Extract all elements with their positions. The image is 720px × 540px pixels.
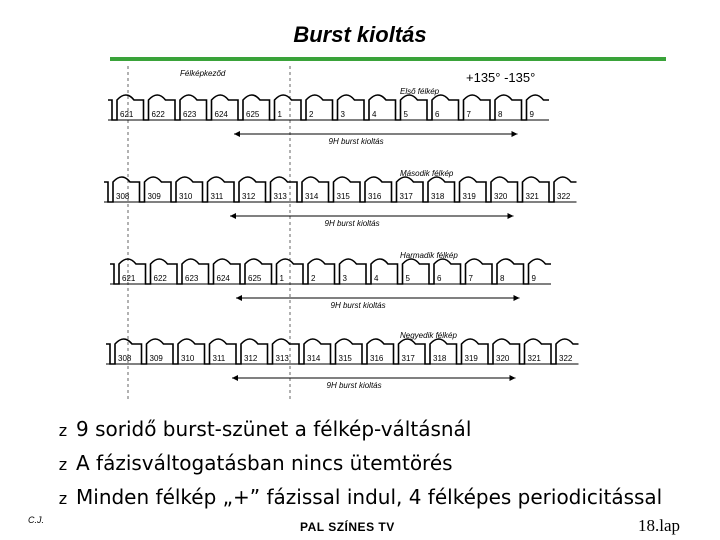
line-number-label: 310 xyxy=(181,354,195,363)
line-number-label: 311 xyxy=(210,192,224,201)
line-number-label: 312 xyxy=(244,354,258,363)
line-number-label: 308 xyxy=(118,354,132,363)
field-label: Harmadik félkép xyxy=(400,251,458,260)
slide-title: Burst kioltás xyxy=(293,22,427,47)
line-number-label: 8 xyxy=(498,110,503,119)
line-number-label: 6 xyxy=(435,110,440,119)
line-number-label: 312 xyxy=(242,192,256,201)
field-waveform xyxy=(110,259,551,284)
burst-blanking-label: 9H burst kioltás xyxy=(328,137,384,146)
line-number-label: 318 xyxy=(431,192,445,201)
timing-diagram-svg xyxy=(100,62,620,404)
line-number-label: 1 xyxy=(277,110,282,119)
bullet-item xyxy=(56,480,706,514)
line-number-label: 322 xyxy=(557,192,571,201)
line-number-label: 4 xyxy=(372,110,377,119)
line-number-label: 622 xyxy=(151,110,165,119)
page-number: 18.lap xyxy=(637,516,680,535)
line-number-label: 317 xyxy=(399,192,413,201)
line-number-label: 625 xyxy=(248,274,262,283)
bullet-list xyxy=(56,412,706,514)
line-number-label: 313 xyxy=(273,192,287,201)
line-number-label: 314 xyxy=(307,354,321,363)
line-number-label: 3 xyxy=(340,110,345,119)
line-number-label: 5 xyxy=(403,110,408,119)
line-number-label: 623 xyxy=(185,274,199,283)
line-number-label: 9 xyxy=(529,110,534,119)
bullet-item xyxy=(56,446,706,480)
line-number-label: 623 xyxy=(183,110,197,119)
phase-label: +135° -135° xyxy=(466,70,536,85)
line-number-label: 320 xyxy=(496,354,510,363)
field-label: Második félkép xyxy=(400,169,454,178)
line-number-label: 313 xyxy=(275,354,289,363)
line-number-label: 5 xyxy=(405,274,410,283)
title-underline xyxy=(110,57,666,61)
line-number-label: 315 xyxy=(336,192,350,201)
line-number-label: 321 xyxy=(527,354,541,363)
line-number-label: 320 xyxy=(494,192,508,201)
line-number-label: 3 xyxy=(342,274,347,283)
line-number-label: 7 xyxy=(468,274,473,283)
line-number-label: 6 xyxy=(437,274,442,283)
line-number-label: 315 xyxy=(338,354,352,363)
line-number-label: 308 xyxy=(116,192,130,201)
line-number-label: 314 xyxy=(305,192,319,201)
line-number-label: 4 xyxy=(374,274,379,283)
line-number-label: 321 xyxy=(525,192,539,201)
line-number-label: 624 xyxy=(214,110,228,119)
line-number-label: 316 xyxy=(368,192,382,201)
bullet-marker: z xyxy=(58,455,68,474)
bullet-text: 9 soridő burst-szünet a félkép-váltásnál xyxy=(76,417,472,441)
line-number-label: 319 xyxy=(462,192,476,201)
line-number-label: 621 xyxy=(122,274,136,283)
line-number-label: 8 xyxy=(500,274,505,283)
line-number-label: 625 xyxy=(246,110,260,119)
line-number-label: 318 xyxy=(433,354,447,363)
line-number-label: 317 xyxy=(401,354,415,363)
burst-blanking-diagram xyxy=(100,62,620,404)
line-number-label: 624 xyxy=(216,274,230,283)
line-number-label: 621 xyxy=(120,110,134,119)
burst-blanking-label: 9H burst kioltás xyxy=(324,219,380,228)
line-number-label: 322 xyxy=(559,354,573,363)
line-number-label: 316 xyxy=(370,354,384,363)
field-label: Negyedik félkép xyxy=(400,331,457,340)
field-label: Első félkép xyxy=(400,87,440,96)
line-number-label: 309 xyxy=(147,192,161,201)
line-number-label: 622 xyxy=(153,274,167,283)
line-number-label: 310 xyxy=(179,192,193,201)
bullet-item xyxy=(56,412,706,446)
line-number-label: 311 xyxy=(212,354,226,363)
line-number-label: 7 xyxy=(466,110,471,119)
bullet-text: A fázisváltogatásban nincs ütemtörés xyxy=(76,451,453,475)
field-sync-label: Félképkeződ xyxy=(180,69,226,78)
line-number-label: 309 xyxy=(149,354,163,363)
line-number-label: 2 xyxy=(311,274,316,283)
bullet-text: Minden félkép „+” fázissal indul, 4 félképes periodicitással xyxy=(76,485,663,509)
field-waveform xyxy=(108,95,549,120)
line-number-label: 9 xyxy=(531,274,536,283)
course-name: PAL SZÍNES TV xyxy=(300,520,395,534)
line-number-label: 1 xyxy=(279,274,284,283)
burst-blanking-label: 9H burst kioltás xyxy=(326,381,382,390)
burst-blanking-label: 9H burst kioltás xyxy=(330,301,386,310)
bullet-marker: z xyxy=(58,421,68,440)
bullet-marker: z xyxy=(58,489,68,508)
line-number-label: 2 xyxy=(309,110,314,119)
author-initials: C.J. xyxy=(28,515,45,525)
line-number-label: 319 xyxy=(464,354,478,363)
